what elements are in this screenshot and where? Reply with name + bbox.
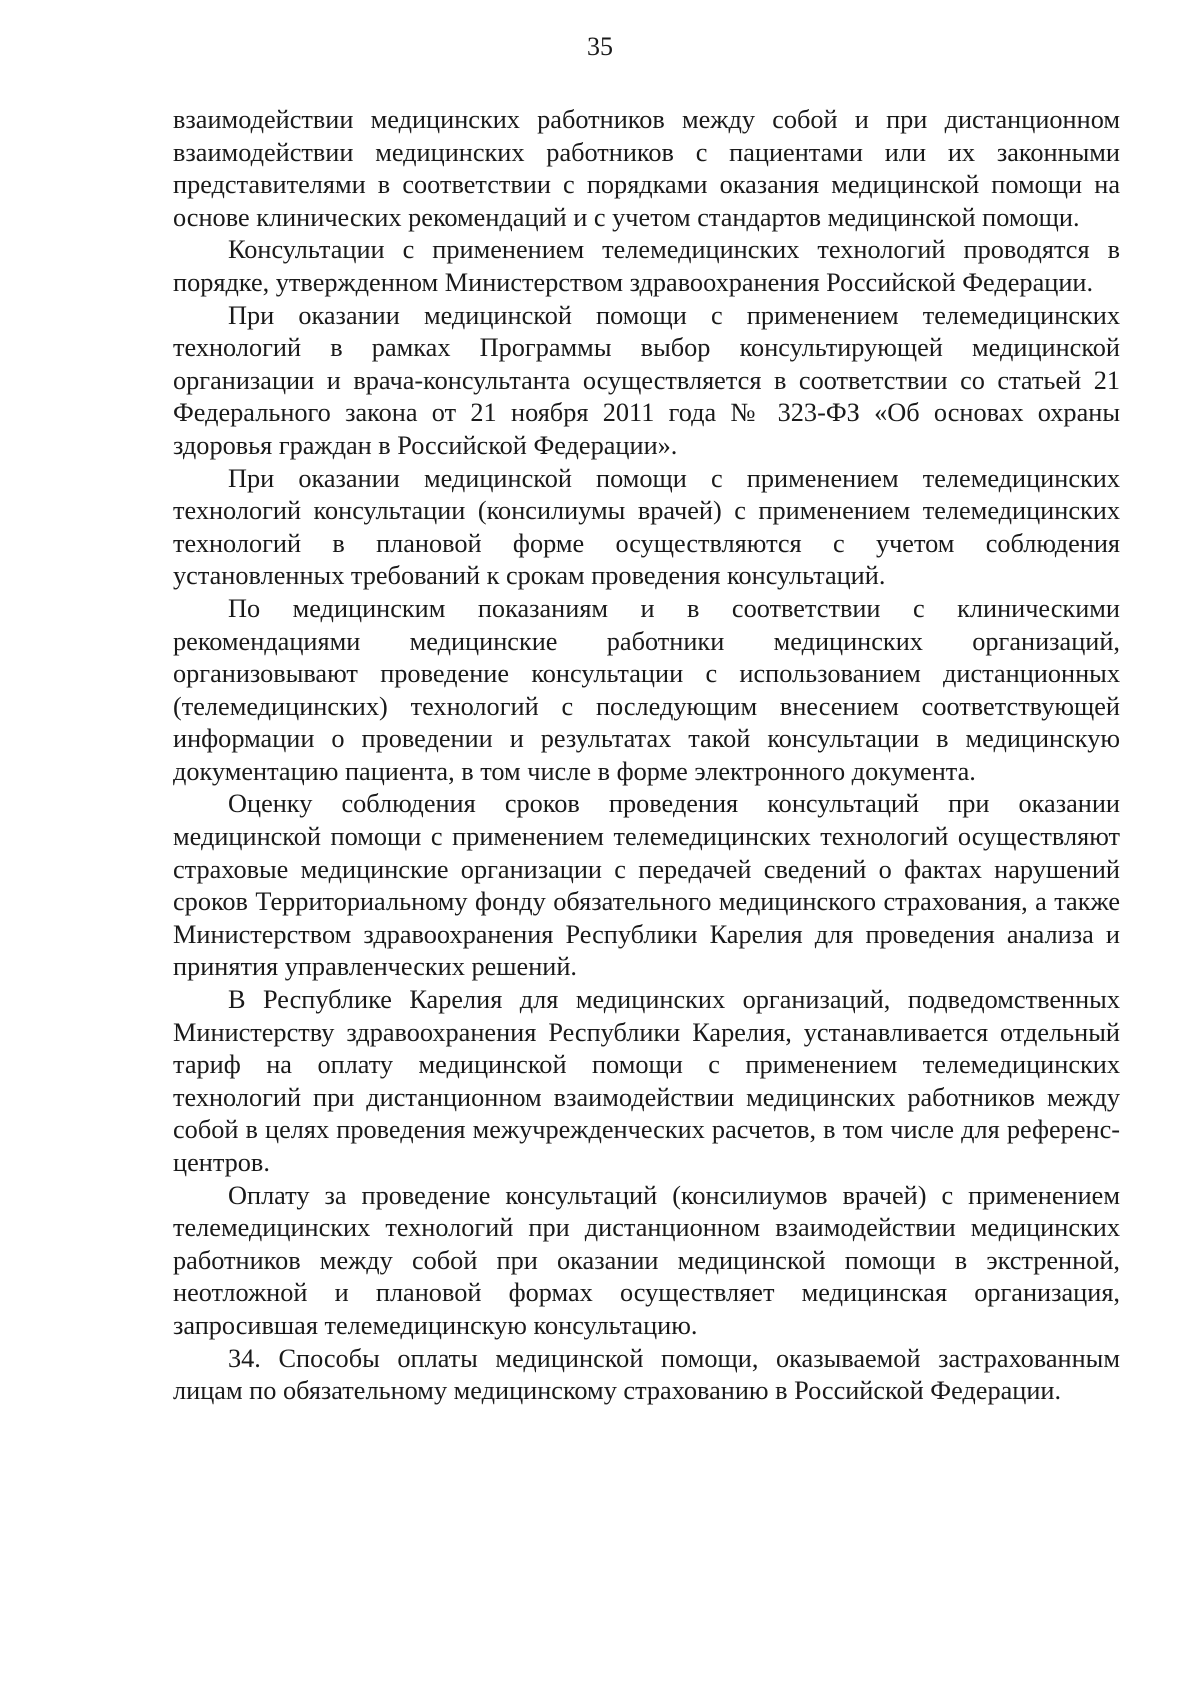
paragraph-payment: Оплату за проведение консультаций (консилиумов врачей) с применением телемедицинских технологий при дистанционном взаимодействии медицинских работников между собой при оказании медицинской помощи в экстренной, неотложной и плановой формах осуществляет медицинская организация, запросившая телемедицинскую консультацию.	[173, 1180, 1120, 1340]
paragraph-continuation: взаимодействии медицинских работников между собой и при дистанционном взаимодействии медицинских работников с пациентами или их законными представителями в соответствии с порядками оказания медицинской помощи на основе клинических рекомендаций и с учетом стандартов медицинской помощи.	[173, 105, 1120, 232]
document-body	[173, 104, 1120, 1408]
paragraph-planned-consultations: При оказании медицинской помощи с применением телемедицинских технологий консультации (консилиумы врачей) с применением телемедицинских технологий в плановой форме осуществляются с учетом соблюдения установленных требований к срокам проведения консультаций.	[173, 463, 1120, 591]
paragraph-consultant-choice: При оказании медицинской помощи с применением телемедицинских технологий в рамках Программы выбор консультирующей медицинской организации и врача-консультанта осуществляется в соответствии со статьей 21 Федерального закона от 21 ноября 2011 года № 323-ФЗ «Об основах охраны здоровья граждан в Российской Федерации».	[173, 300, 1120, 460]
paragraph-medical-indications: По медицинским показаниям и в соответствии с клиническими рекомендациями медицинские работники медицинских организаций, организовывают проведение консультации с использованием дистанционных (телемедицинских) технологий с последующим внесением соответствующей информации о проведении и результатах такой консультации в медицинскую документацию пациента, в том числе в форме электронного документа.	[173, 593, 1120, 786]
paragraph-timing-assessment: Оценку соблюдения сроков проведения консультаций при оказании медицинской помощи с применением телемедицинских технологий осуществляют страховые медицинские организации с передачей сведений о фактах нарушений сроков Территориальному фонду обязательного медицинского страхования, а также Министерством здравоохранения Республики Карелия для проведения анализа и принятия управленческих решений.	[173, 789, 1120, 982]
paragraph-consultation-procedure: Консультации с применением телемедицинских технологий проводятся в порядке, утвержденном Министерством здравоохранения Российской Федерации.	[173, 235, 1120, 297]
paragraph-section-34: 34. Способы оплаты медицинской помощи, оказываемой застрахованным лицам по обязательному медицинскому страхованию в Российской Федерации.	[173, 1343, 1120, 1406]
paragraph-karelia-tariff: В Республике Карелия для медицинских организаций, подведомственных Министерству здравоохранения Республики Карелия, устанавливается отдельный тариф на оплату медицинской помощи с применением телемедицинских технологий при дистанционном взаимодействии медицинских работников между собой в целях проведения межучрежденческих расчетов, в том числе для референс-центров.	[173, 985, 1120, 1177]
page-number: 35	[587, 32, 613, 61]
